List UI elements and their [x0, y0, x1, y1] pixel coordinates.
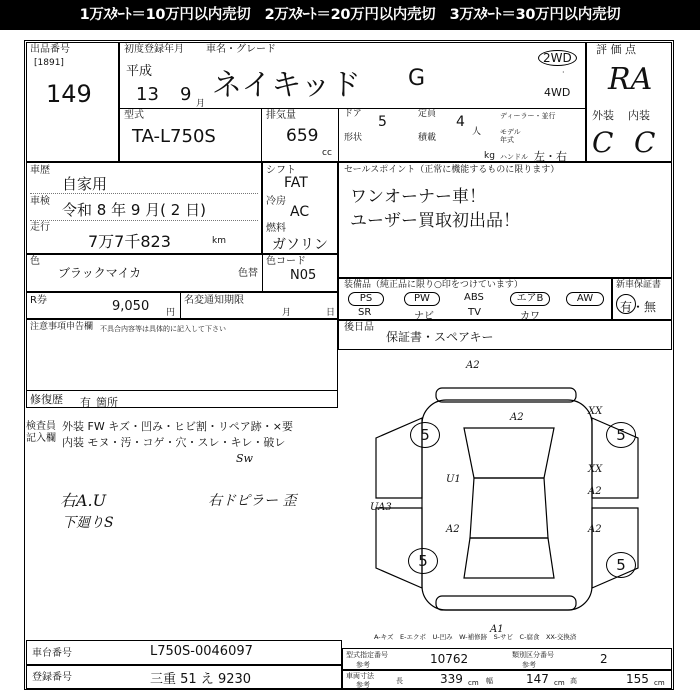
mark-left-a2: A2	[446, 524, 460, 535]
recycle-divider	[180, 292, 181, 319]
load-unit: kg	[484, 151, 495, 161]
fuel-label: 燃料	[266, 223, 286, 234]
repair-label: 修復歴	[30, 393, 63, 406]
equipment-label: 装備品（純正品に限り○印をつけています）	[344, 280, 523, 290]
designation-value: 10762	[430, 652, 469, 666]
equip-aw: AW	[566, 292, 604, 306]
lot-label: 出品番号	[30, 44, 70, 55]
repair-value: 有	[80, 396, 91, 409]
first-reg-year: 13	[136, 84, 159, 105]
category-value: 2	[600, 652, 608, 666]
dims-label2: 参考	[356, 681, 370, 689]
handwritten-left2: 下廻りS	[62, 515, 114, 531]
equip-abs: ABS	[464, 292, 484, 303]
drive-2wd: 2WD	[538, 50, 577, 66]
capacity-value: 4	[456, 114, 465, 130]
drive-dot: ·	[562, 68, 565, 77]
name-change-day: 日	[326, 308, 336, 318]
mark-right-a2b: A2	[588, 524, 602, 535]
interior-value: C	[634, 126, 656, 159]
sales-point-label: セールスポイント（正常に機能するものに限ります）	[344, 165, 560, 175]
repair-unit: 箇所	[96, 396, 118, 409]
warranty-label: 新車保証書	[616, 280, 662, 290]
handwritten-center: 右ドピラー 歪	[208, 493, 297, 509]
handle-options: 左・右	[534, 150, 567, 163]
rating-value: RA	[608, 62, 653, 97]
aircon-value: AC	[290, 204, 310, 220]
type-value: TA-L750S	[132, 126, 216, 147]
grade: G	[408, 66, 426, 91]
aircon-label: 冷房	[266, 196, 286, 207]
equip-airbag: エアB	[510, 292, 550, 306]
mark-ua3: UA3	[370, 502, 392, 513]
rating-label: 評 価 点	[596, 43, 636, 56]
color-value: ブラックマイカ	[58, 266, 142, 280]
repair-divider	[26, 390, 338, 391]
interior-label: 内装	[628, 109, 650, 122]
recycle-value: 9,050	[112, 299, 150, 314]
car-damage-diagram	[364, 358, 664, 630]
dims-len-unit: cm	[468, 679, 479, 687]
recycle-unit: 円	[166, 308, 176, 318]
tire-front-right: 5	[606, 422, 636, 448]
doors-value: 5	[378, 114, 387, 130]
category-label2: 参考	[522, 661, 536, 669]
reg-no-value: 三重 51 え 9230	[150, 672, 252, 687]
banner: 1万ｽﾀｰﾄ＝10万円以内売切 2万ｽﾀｰﾄ＝20万円以内売切 3万ｽﾀｰﾄ＝30万円以内売切	[0, 0, 700, 30]
exterior-value: C	[592, 126, 614, 159]
inspector-label2: 記入欄	[26, 433, 56, 444]
equip-pw: PW	[404, 292, 440, 306]
mark-roof-a2: A2	[510, 412, 524, 423]
recycle-label: R券	[30, 295, 47, 306]
displacement-label: 排気量	[266, 110, 296, 121]
shift-value: FAT	[284, 175, 308, 191]
notes-label: 注意事項申告欄	[30, 322, 94, 332]
mileage-unit: km	[212, 236, 226, 246]
usage-dotted	[30, 193, 258, 194]
mark-bottom-a1: A1	[490, 624, 504, 635]
mark-right-xx2: XX	[588, 464, 603, 475]
lot-sub: [1891]	[34, 58, 64, 68]
doors-label: ドア	[344, 109, 362, 119]
displacement-value: 659	[286, 126, 319, 146]
mark-top-a2: A2	[466, 360, 480, 371]
accessories-value: 保証書・スペアキー	[386, 330, 494, 344]
dims-height-value: 155	[626, 672, 649, 686]
chassis-value: L750S-0046097	[150, 644, 253, 659]
mark-right-a2: A2	[588, 486, 602, 497]
color-label: 色	[30, 256, 40, 267]
tire-rear-left: 5	[408, 548, 438, 574]
shift-label: シフト	[266, 165, 296, 176]
designation-label2: 参考	[356, 661, 370, 669]
drive-4wd: 4WD	[544, 86, 571, 99]
model-year-label2: 年式	[500, 136, 514, 144]
displacement-unit: cc	[322, 148, 332, 158]
usage-value: 自家用	[62, 175, 108, 193]
name-change-label: 名変通知期限	[184, 295, 244, 306]
inspector-interior: 内装 モヌ・汚・コゲ・穴・スレ・キレ・破レ	[62, 436, 286, 449]
tire-front-left: 5	[410, 422, 440, 448]
capacity-unit: 人	[472, 127, 482, 137]
mark-left-u1: U1	[446, 474, 461, 485]
color-change-label: 色替	[238, 268, 258, 279]
warranty-value: 有・無	[620, 300, 657, 314]
mileage-label: 走行	[30, 222, 50, 233]
name-label: 車名・グレード	[206, 44, 276, 55]
first-reg-label: 初度登録年月	[124, 44, 184, 55]
dims-height-unit: cm	[654, 679, 665, 687]
color-code-label: 色コード	[266, 256, 306, 267]
dims-len-value: 339	[440, 672, 463, 686]
warranty-circle	[616, 294, 636, 314]
disp-divider	[338, 108, 339, 162]
model-name: ネイキッド	[212, 68, 361, 103]
inspection-value: 令和 8 年 9 月( 2 日)	[62, 201, 206, 219]
handle-label: ハンドル	[500, 153, 528, 161]
recycle-box	[26, 292, 338, 319]
model-year-label1: モデル	[500, 128, 521, 136]
handwritten-below: Sw	[236, 452, 253, 465]
chassis-label: 車台番号	[32, 648, 72, 659]
dealer-label: ディーラー・並行	[500, 112, 556, 120]
color-code-divider	[262, 254, 263, 292]
shape-label: 形状	[344, 133, 363, 143]
dims-height-label: 高	[570, 677, 577, 685]
inspector-label1: 検査員	[26, 421, 56, 432]
tire-rear-right: 5	[606, 552, 636, 578]
accessories-label: 後日品	[344, 322, 374, 333]
inspection-label: 車検	[30, 196, 50, 207]
first-reg-month: 9	[180, 84, 192, 105]
capacity-label: 定員	[418, 109, 437, 119]
equip-leather: カワ	[520, 311, 540, 322]
equip-sr: SR	[358, 307, 372, 318]
sales-point-line2: ユーザー買取初出品！	[350, 211, 520, 231]
dims-width-unit: cm	[554, 679, 565, 687]
designation-label1: 型式指定番号	[346, 651, 388, 659]
name-change-month: 月	[282, 308, 292, 318]
exterior-label: 外装	[592, 109, 614, 122]
damage-legend: A-キズ E-エクボ U-凹み W-補修跡 S-サビ C-腐食 XX-交換済	[374, 633, 577, 641]
category-label1: 類別区分番号	[512, 651, 554, 659]
type-label: 型式	[124, 110, 144, 121]
equip-tv: TV	[468, 307, 481, 318]
designation-box	[342, 648, 672, 670]
inspector-exterior: 外装 FW キズ・凹み・ヒビ割・リペア跡・×要	[62, 420, 293, 433]
mileage-value: 7万7千823	[88, 232, 171, 251]
lot-number: 149	[46, 80, 92, 108]
color-code-value: N05	[290, 268, 317, 283]
dims-box	[342, 670, 672, 689]
info-divider-v	[261, 108, 262, 162]
dims-width-value: 147	[526, 672, 549, 686]
inspection-dotted	[30, 220, 258, 221]
sales-point-line1: ワンオーナー車！	[350, 187, 486, 207]
dims-width-label: 幅	[486, 677, 493, 685]
equip-navi: ナビ	[414, 311, 434, 322]
load-label: 積載	[418, 133, 437, 143]
reg-no-label: 登録番号	[32, 672, 72, 683]
dims-len-label: 長	[396, 677, 403, 685]
mark-right-xx1: XX	[588, 406, 603, 417]
fuel-value: ガソリン	[272, 237, 328, 253]
first-reg-month-unit: 月	[196, 99, 206, 109]
notes-sub: 不具合内容等は具体的に記入して下さい	[100, 325, 226, 333]
first-reg-era: 平成	[126, 64, 153, 79]
dims-label1: 車両寸法	[346, 672, 374, 680]
usage-label: 車歴	[30, 165, 50, 176]
handwritten-left1: 右A.U	[60, 491, 107, 510]
equip-ps: PS	[348, 292, 384, 306]
